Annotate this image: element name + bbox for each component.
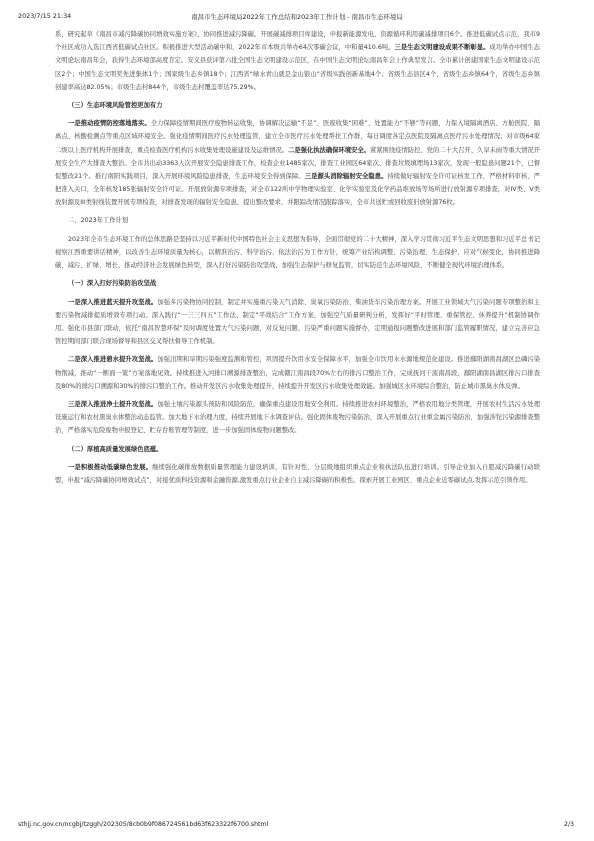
- paragraph-text: 持续做好辐射安全许可证核发工作，严格材料审核、严把准入关口，全年核发185张辐射安全许可证。开展放射源专项排查，对全市122所中学物理实验室、化学实验室及化学药品堆放场等场所进行放射源专项排查，对IV类、V类放射源及III类射线装置开展专项检查，对排查发现的辐射安全隐患，提出整改要求，并跟踪改情况跟踪落实，全市共送贮或回收废旧放射源76枚。: [55, 173, 540, 207]
- section-heading: （一）深入打好污染防治攻坚战: [68, 280, 157, 288]
- paragraph-lead: 一是积极推动低碳绿色发展。: [68, 463, 153, 471]
- paragraph-text: 继续强化碳排放数据质量管理能力建设培训，有针对性、分层级地组织重点企业和执法队伍进行培训。引导企业加入自愿减污降碳行动联盟，申报“减污降碳协同增效试点”，对接优质科技资源和金融资源,激发重点行业企业自主减污降碳的积极性。探索开展工业园区、重点企业近零碳试点,发挥示范引领作用。: [55, 463, 540, 485]
- paragraph-text: 系，研究起草《南昌市减污降碳协同增效实施方案》，协同推进减污降碳。开展碳减排项目库建设，申报新能源发电、资源循环利用碳减排项目6个。推进低碳试点示范，我市9个社区成功入选江西省低碳试点社区。积极推进大型活动碳中和，2022年市本级共举办64次零碳会议，中和量410.6吨。: [55, 31, 540, 52]
- paragraph-text: 加强土壤污染源头预防和风险防范，确保重点建设用地安全利用。持续推进农村环境整治，严格农用地分类管理，开展农村生活污水处理设施运行和农村黑臭水体整治动态监管。加大地下水治理力度，持续开展地下水调查评估。强化固体废物污染防治，深入开展重点行业重金属污染防治，加强涉铊污染源排查整治，严格落实危险废物申报登记、贮存台账管理等制度，进一步加强固体废物问题整改。: [55, 401, 540, 435]
- paragraph-lead: 二是深入推进碧水提升攻坚战。: [68, 356, 158, 364]
- paragraph-text: 加强汛期和旱期污染强度监测和管控，巩固提升饮用水安全保障水平，加强全市饮用水水源地规范化建设。推进鄱阳湖南昌湖区总磷污染物削减，推动“一断面一策”方案落地见效。持续推进入河排口溯源排查整治，完成赣江南昌段70%左右的排污口整治工作，完成抚河干流南昌段、鄱阳湖南昌湖区排污口排查及80%的排污口溯源和30%的排污口整治工作。推动开发区污水收集处理提升，持续提升开发区污水收集处理效能。加强城区水环境综合整治，防止城市黑臭水体反弹。: [55, 356, 540, 390]
- paragraph: [55, 353, 540, 393]
- print-datetime: 2023/7/15 21:34: [18, 12, 72, 20]
- chapter-heading: 二、2023年工作计划: [68, 216, 129, 224]
- paragraph-lead: 三是深入推进净土提升攻坚战。: [68, 401, 158, 409]
- print-url: sthjj.nc.gov.cn/ncgbj/tzggh/202305/8cb0b9f086724561bd63f623322f6700.shtml: [18, 821, 269, 828]
- paragraph-lead: 二是强化执法确保环境安全。: [288, 146, 370, 154]
- paragraph: [55, 28, 540, 94]
- paragraph-lead: 一是深入推进蓝天提升攻坚战。: [68, 298, 158, 306]
- paragraph-text: 全力保障疫情期间医疗废物转运收集，协调解决运输“不足”、医废收集“困难”、处置能力“不够”等问题，力保入境隔离酒店、方舱医院、隔离点、核酸检测点等重点区域环境安全。强化疫情期间医疗污水处理监管，建立全市医疗污水处理帮扶工作群，每日调度各定点医院及隔离点医疗污水处理情况；对市级64家二级以上医疗机构开展排查，重点检查医疗机构污水收集处理设施建设及运维情况。: [55, 120, 540, 154]
- print-page-title: 南昌市生态环境局2022年工作总结和2023年工作计划 - 南昌市生态环境局: [191, 13, 403, 21]
- paragraph-lead: 三是生态文明建设成果不断彰显。: [394, 44, 490, 52]
- paragraph-lead: 三是源头消除辐射安全隐患。: [304, 173, 388, 181]
- paragraph-text: 加强多污染物协同控制，制定并实施重污染天气消除、臭氧污染防治、柴油货车污染治理方案。开展工业领域大气污染问题专项整治和主要污染物减排提质增效专项行动。深入践行“一三三四五”工作法，制定“平战结合”工作方案，加强空气质量研判分析，发挥好“平时管理、重保管控、休养提升”机制协调作用。强化市县部门联动，依托“南昌智慧环保”及时调度处置大气污染问题，对反复问题、污染严重问题实施督办，定期通报问题整改进展和部门监管履职情况，建立完善应急管控期间部门联合现场督导和县区交叉帮扶督导工作机制。: [55, 298, 540, 346]
- paragraph-text: 紧紧围绕疫情防控、党的二十大召开、久旱未雨等重大情况开展安全生产大排查大整治。全市共出动3363人次开展安全隐患排查工作，检查企业1485家次，排查工业园区64家次、排查垃圾填埋场13家次，发现一般隐患问题21个，已督促整改21个。推行南阳实践项目，深入开展环境风险隐患排查，生态环境安全得到保障。: [55, 146, 540, 181]
- print-footer: [0, 821, 594, 833]
- paragraph: [55, 398, 540, 438]
- paragraph-text: 成功举办中国生态文明论坛南昌年会，获得生态环境部高度肯定。安义县获评第六批全国生态文明建设示范区，在中国生态文明论坛南昌年会上作典型发言。全市累计创建国家生态文明建设示范区2个；中国生态文明奖先进集体1个；国家级生态乡镇18个；江西省“绿水青山就是金山银山”省级实践创新基地4个；省级生态县区4个、省级生态乡镇64个，省级生态乡镇创建率高达82.05%；市级生态村844个，市级生态村覆盖率达75.29%。: [55, 44, 540, 91]
- section-heading: （三）生态环境风险管控更加有力: [68, 102, 163, 110]
- paragraph: 2023年全市生态环境工作的总体思路是坚持以习近平新时代中国特色社会主义思想为指导，全面贯彻党的二十大精神，深入学习贯彻习近平生态文明思想和习近平总书记视察江西重要讲话精神，以改善生态环境质量为核心，以精准治污、科学治污、依法治污为工作方针，统筹产业结构调整、污染治理、生态保护、应对气候变化，协同推进降碳、减污、扩绿、增长，推动经济社会发展绿色转型，深入打好污染防治攻坚战，加强生态保护与修复监管，切实防范生态环境风险，不断健全现代环境治理体系。: [55, 235, 540, 270]
- paragraph: [55, 296, 540, 349]
- paragraph: [55, 117, 540, 209]
- print-header: [0, 12, 594, 24]
- article-body: [55, 28, 540, 813]
- paragraph: [55, 461, 540, 487]
- page-number: 2/3: [564, 821, 574, 828]
- paragraph-lead: 一是推动疫情防控落地落实。: [68, 120, 151, 128]
- section-heading: （二）厚植高质量发展绿色底蕴。: [68, 445, 163, 453]
